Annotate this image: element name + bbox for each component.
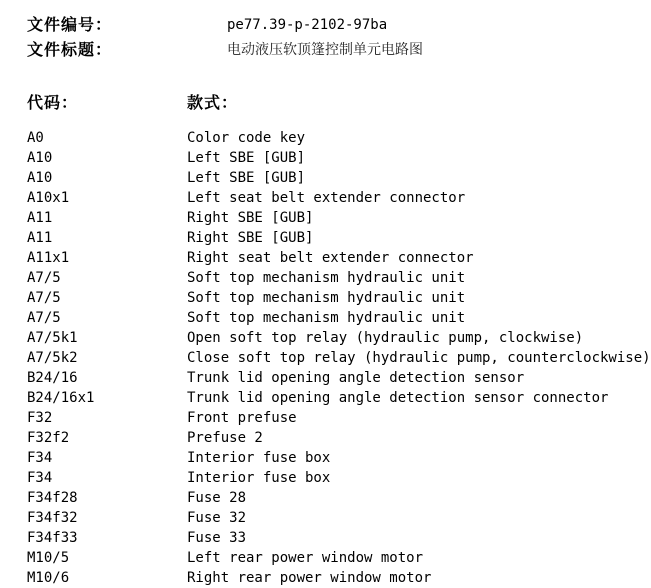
component-code: B24/16x1 — [27, 390, 95, 406]
component-description: Left SBE [GUB] — [187, 170, 306, 186]
list-item — [0, 268, 600, 288]
list-item — [0, 548, 600, 568]
list-item — [0, 328, 600, 348]
component-description: Trunk lid opening angle detection sensor — [187, 370, 525, 386]
list-item — [0, 408, 600, 428]
component-description: Soft top mechanism hydraulic unit — [187, 290, 466, 306]
list-item — [0, 448, 600, 468]
list-item — [0, 148, 600, 168]
list-item — [0, 248, 600, 268]
file-title-label: 文件标题： — [27, 40, 113, 59]
component-code: F34 — [27, 470, 53, 486]
component-description: Open soft top relay (hydraulic pump, clockwise) — [187, 330, 584, 346]
component-code: F34f32 — [27, 510, 78, 526]
list-item — [0, 368, 600, 388]
component-code: A7/5k1 — [27, 330, 78, 346]
component-description: Interior fuse box — [187, 470, 331, 486]
component-description: Close soft top relay (hydraulic pump, counterclockwise) — [187, 350, 651, 366]
component-code: F32 — [27, 410, 53, 426]
component-code: F34f33 — [27, 530, 78, 546]
code-column-header: 代码： — [27, 93, 79, 112]
file-title-value: 电动液压软顶篷控制单元电路图 — [227, 42, 423, 58]
component-description: Fuse 33 — [187, 530, 247, 546]
list-item — [0, 428, 600, 448]
list-item — [0, 288, 600, 308]
list-item — [0, 348, 651, 368]
component-description: Trunk lid opening angle detection sensor connector — [187, 390, 609, 406]
component-description: Prefuse 2 — [187, 430, 263, 446]
list-item — [0, 168, 600, 188]
component-code: A7/5 — [27, 310, 61, 326]
list-item — [0, 568, 600, 588]
component-code: A7/5 — [27, 290, 61, 306]
list-item — [0, 488, 600, 508]
component-code: A10 — [27, 150, 53, 166]
component-description: Right seat belt extender connector — [187, 250, 474, 266]
list-item — [0, 128, 600, 148]
list-item — [0, 468, 600, 488]
component-description: Interior fuse box — [187, 450, 331, 466]
component-code: A10x1 — [27, 190, 70, 206]
component-code: A11 — [27, 230, 53, 246]
component-description: Front prefuse — [187, 410, 297, 426]
component-code: A7/5 — [27, 270, 61, 286]
component-description: Fuse 28 — [187, 490, 247, 506]
list-item — [0, 508, 600, 528]
list-item — [0, 308, 600, 328]
component-description: Left SBE [GUB] — [187, 150, 306, 166]
component-list — [0, 128, 651, 588]
list-item — [0, 528, 600, 548]
component-code: A11x1 — [27, 250, 70, 266]
list-item — [0, 208, 600, 228]
component-description: Right SBE [GUB] — [187, 230, 314, 246]
component-code: A10 — [27, 170, 53, 186]
list-item — [0, 228, 600, 248]
component-description: Color code key — [187, 130, 306, 146]
component-description: Left seat belt extender connector — [187, 190, 466, 206]
component-code: M10/5 — [27, 550, 70, 566]
file-number-value: pe77.39-p-2102-97ba — [227, 17, 388, 33]
component-code: A11 — [27, 210, 53, 226]
description-column-header: 款式： — [187, 93, 239, 112]
list-item — [0, 388, 609, 408]
component-code: A0 — [27, 130, 44, 146]
file-number-label: 文件编号： — [27, 15, 113, 34]
component-code: F32f2 — [27, 430, 70, 446]
list-item — [0, 188, 600, 208]
component-description: Fuse 32 — [187, 510, 247, 526]
component-description: Soft top mechanism hydraulic unit — [187, 310, 466, 326]
component-code: A7/5k2 — [27, 350, 78, 366]
component-description: Soft top mechanism hydraulic unit — [187, 270, 466, 286]
component-description: Right SBE [GUB] — [187, 210, 314, 226]
component-description: Left rear power window motor — [187, 550, 424, 566]
component-description: Right rear power window motor — [187, 570, 432, 586]
component-code: F34 — [27, 450, 53, 466]
component-code: F34f28 — [27, 490, 78, 506]
component-code: M10/6 — [27, 570, 70, 586]
component-code: B24/16 — [27, 370, 78, 386]
